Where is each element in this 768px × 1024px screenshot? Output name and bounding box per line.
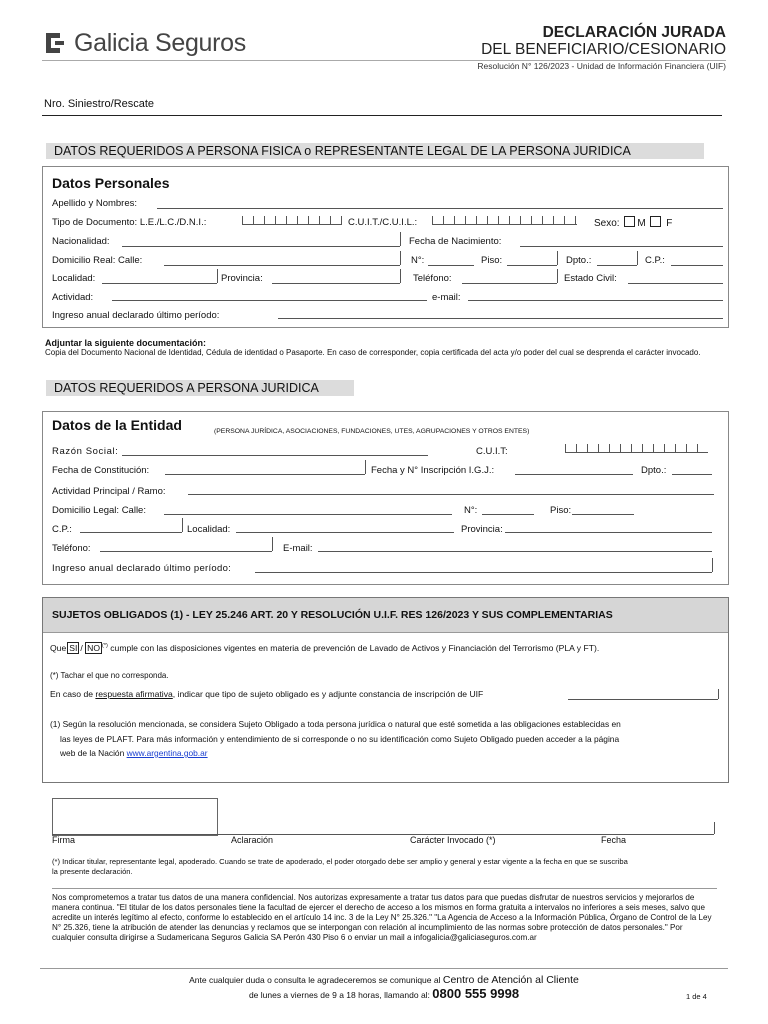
entity-data-subtitle: (PERSONA JURÍDICA, ASOCIACIONES, FUNDACIONES, UTES, AGRUPACIONES Y OTROS ENTES) (214, 428, 530, 435)
adjuntar-text: Copia del Documento Nacional de Identidad, Cédula de identidad o Pasaporte. En caso de corresponder, copia certificada del acta y/o poder del cual se desprenda el carácter invocado. (45, 348, 701, 357)
provincia-field[interactable] (272, 283, 400, 284)
slash: / (80, 643, 83, 653)
entity-localidad-field[interactable] (236, 532, 454, 533)
galicia-logo-icon (42, 31, 68, 55)
actividad-field[interactable] (112, 300, 427, 301)
brand-logo (42, 28, 246, 58)
form-subtitle: DEL BENEFICIARIO/CESIONARIO (481, 41, 726, 58)
sujetos-note-line2: las leyes de PLAFT. Para más información y entendimiento de si corresponde o no su identificación como Sujeto Obligado pueden acceder a la página (60, 733, 620, 744)
footer-text-a: Ante cualquier duda o consulta le agradeceremos se comunique al (189, 975, 441, 985)
entity-nro-field[interactable] (482, 514, 534, 515)
nacionalidad-label: Nacionalidad: (52, 236, 110, 247)
entity-dpto-field[interactable] (672, 474, 712, 475)
apellido-label: Apellido y Nombres: (52, 198, 138, 209)
siniestro-field[interactable] (42, 115, 722, 116)
telefono-label: Teléfono: (413, 273, 452, 284)
entity-email-field[interactable] (318, 551, 712, 552)
tachar-note: (*) Tachar el que no corresponda. (50, 671, 169, 680)
telefono-field[interactable] (462, 283, 557, 284)
cp-label: C.P.: (645, 255, 665, 266)
actividad-principal-field[interactable] (188, 494, 714, 495)
entity-ingreso-field[interactable] (255, 572, 712, 573)
sujetos-note (50, 719, 722, 759)
sujeto-tipo-field[interactable] (568, 699, 718, 700)
argentina-gob-link[interactable]: www.argentina.gob.ar (126, 748, 208, 758)
fecha-insc-field[interactable] (515, 474, 633, 475)
provincia-label: Provincia: (221, 273, 263, 284)
fecha-const-field[interactable] (165, 474, 365, 475)
sujetos-note-line3 (60, 748, 722, 759)
no-option[interactable]: NO (87, 643, 101, 653)
dpto-field[interactable] (597, 265, 637, 266)
star-marker: (*) (102, 643, 108, 650)
calle-field[interactable] (164, 265, 400, 266)
page-number: 1 de 4 (686, 992, 707, 1001)
piso-field[interactable] (507, 265, 557, 266)
email-field[interactable] (468, 300, 723, 301)
entity-cp-label: C.P.: (52, 524, 72, 535)
web-nacion-label: web de la Nación (60, 748, 125, 758)
sexo-f-checkbox[interactable] (650, 216, 661, 227)
footer-line2 (0, 986, 768, 1001)
entity-dpto-label: Dpto.: (641, 465, 667, 476)
domicilio-legal-field[interactable] (164, 514, 452, 515)
entity-ingreso-label: Ingreso anual declarado último período: (52, 563, 232, 574)
apellido-field[interactable] (157, 208, 723, 209)
fecha-label: Fecha (601, 835, 627, 845)
fecha-nac-field[interactable] (520, 246, 723, 247)
resolution-text: Resolución N° 126/2023 - Unidad de Información Financiera (UIF) (477, 61, 726, 71)
cumple-text: cumple con las disposiciones vigentes en materia de prevención de Lavado de Activos y Financiación del Terrorismo (PLA y FT). (110, 643, 600, 653)
brand-logo-text: Galicia Seguros (74, 28, 246, 57)
entity-provincia-field[interactable] (505, 532, 712, 533)
ingreso-label: Ingreso anual declarado último período: (52, 310, 220, 321)
que-row (50, 643, 599, 653)
sujetos-note-line1: (1) Según la resolución mencionada, se considera Sujeto Obligado a toda persona jurídica o natural que esté sometida a las obligaciones establecidas en (50, 719, 621, 729)
entity-piso-field[interactable] (572, 514, 634, 515)
actividad-principal-label: Actividad Principal / Ramo: (52, 486, 166, 497)
cuit-label: C.U.I.T./C.U.I.L.: (348, 217, 418, 228)
sexo-m-label: M (637, 218, 646, 229)
phone-number[interactable]: 0800 555 9998 (432, 986, 520, 1001)
fecha-nac-label: Fecha de Nacimiento: (409, 236, 502, 247)
entity-telefono-field[interactable] (100, 551, 272, 552)
respuesta-afirmativa: respuesta afirmativa (95, 689, 173, 699)
entity-cuit-field[interactable] (565, 444, 708, 453)
nacionalidad-field[interactable] (122, 246, 400, 247)
footer-line1 (0, 974, 768, 986)
estado-civil-field[interactable] (628, 283, 723, 284)
entity-piso-label: Piso: (550, 505, 572, 516)
entity-localidad-label: Localidad: (187, 524, 231, 535)
si-option[interactable]: SI (69, 643, 78, 653)
fecha-const-label: Fecha de Constitución: (52, 465, 150, 476)
ingreso-field[interactable] (278, 318, 723, 319)
cuit-field[interactable] (432, 216, 577, 225)
domicilio-legal-label: Domicilio Legal: Calle: (52, 505, 146, 516)
localidad-label: Localidad: (52, 273, 96, 284)
footer-text-b: de lunes a viernes de 9 a 18 horas, llamando al: (248, 990, 430, 1000)
sexo-label: Sexo: (594, 218, 620, 229)
razon-field[interactable] (122, 455, 428, 456)
section2-bar: DATOS REQUERIDOS A PERSONA JURIDICA (46, 380, 354, 396)
centro-atencion: Centro de Atención al Cliente (442, 974, 579, 986)
firma-box[interactable] (52, 798, 218, 836)
razon-label: Razón Social: (52, 446, 119, 457)
en-caso-text-b: , indicar que tipo de sujeto obligado es y adjunte constancia de inscripción de UIF (172, 689, 484, 699)
piso-label: Piso: (481, 255, 503, 266)
domicilio-label: Domicilio Real: Calle: (52, 255, 143, 266)
en-caso-text-a: En caso de (50, 689, 93, 699)
entity-telefono-label: Teléfono: (52, 543, 91, 554)
entity-data-title: Datos de la Entidad (52, 417, 182, 433)
firma-note-line1: (*) Indicar titular, representante legal, apoderado. Cuando se trate de apoderado, el poder otorgado debe ser amplio y general y estar vigente a la fecha en que se suscriba (52, 857, 628, 866)
adjuntar-title: Adjuntar la siguiente documentación: (45, 338, 207, 348)
personal-data-title: Datos Personales (52, 175, 170, 191)
fecha-insc-label: Fecha y N° Inscripción I.G.J.: (371, 465, 495, 476)
dni-field[interactable] (242, 216, 342, 225)
nro-label: N°: (411, 255, 425, 266)
aclaracion-label: Aclaración (231, 835, 274, 845)
entity-email-label: E-mail: (283, 543, 313, 554)
firma-note-line2: la presente declaración. (52, 866, 133, 876)
nro-field[interactable] (428, 265, 474, 266)
entity-data-box (42, 411, 729, 585)
form-title: DECLARACIÓN JURADA (542, 24, 726, 41)
caracter-label: Carácter Invocado (*) (410, 835, 496, 845)
cp-field[interactable] (671, 265, 723, 266)
siniestro-label: Nro. Siniestro/Rescate (44, 98, 155, 110)
tipo-doc-label: Tipo de Documento: L.E./L.C./D.N.I.: (52, 217, 207, 228)
footer-divider (40, 968, 728, 969)
sexo-f-label: F (666, 218, 673, 229)
firma-label: Firma (52, 835, 75, 845)
estado-civil-label: Estado Civil: (564, 273, 617, 284)
section1-bar: DATOS REQUERIDOS A PERSONA FISICA o REPRESENTANTE LEGAL DE LA PERSONA JURIDICA (46, 143, 704, 159)
email-label: e-mail: (432, 292, 461, 303)
actividad-label: Actividad: (52, 292, 94, 303)
privacy-divider (52, 888, 717, 889)
sexo-m-checkbox[interactable] (624, 216, 635, 227)
localidad-field[interactable] (102, 283, 217, 284)
sujetos-header: SUJETOS OBLIGADOS (1) - LEY 25.246 ART. 20 Y RESOLUCIÓN U.I.F. RES 126/2023 Y SUS COMPLEMENTARIAS (52, 609, 613, 621)
entity-nro-label: N°: (464, 505, 478, 516)
sexo-group (594, 216, 672, 229)
entity-cuit-label: C.U.I.T: (476, 446, 508, 457)
firma-note (52, 857, 628, 876)
que-label: Que (50, 643, 67, 653)
entity-cp-field[interactable] (80, 532, 182, 533)
entity-provincia-label: Provincia: (461, 524, 503, 535)
en-caso-row (50, 689, 483, 699)
dpto-label: Dpto.: (566, 255, 592, 266)
privacy-text: Nos comprometemos a tratar tus datos de una manera confidencial. Nos autorizas expresamente a tratar tus datos para que puedas disfrutar de nuestros servicios y mejorarlos de manera continua. "El titular de los datos personales tiene la facultad de ejercer el derecho de acceso a los mismos en forma gratuita a intervalos no inferiores a seis meses, salvo que acredite un interés legítimo al efecto, conforme lo establecido en el artículo 14 inc. 3 de la Ley N° 25.326." "La Agencia de Acceso a la Información Pública, Órgano de Control de la Ley N° 25.326, tiene la atribución de atender las denuncias y reclamos que se interpongan con relación al incumplimiento de las normas sobre protección de datos personales." Por cualquier consulta dirigirse a Sudamericana Seguros Galicia SA Perón 430 Piso 6 o enviar un mail a infogalicia@galiciaseguros.com.ar (52, 893, 712, 942)
